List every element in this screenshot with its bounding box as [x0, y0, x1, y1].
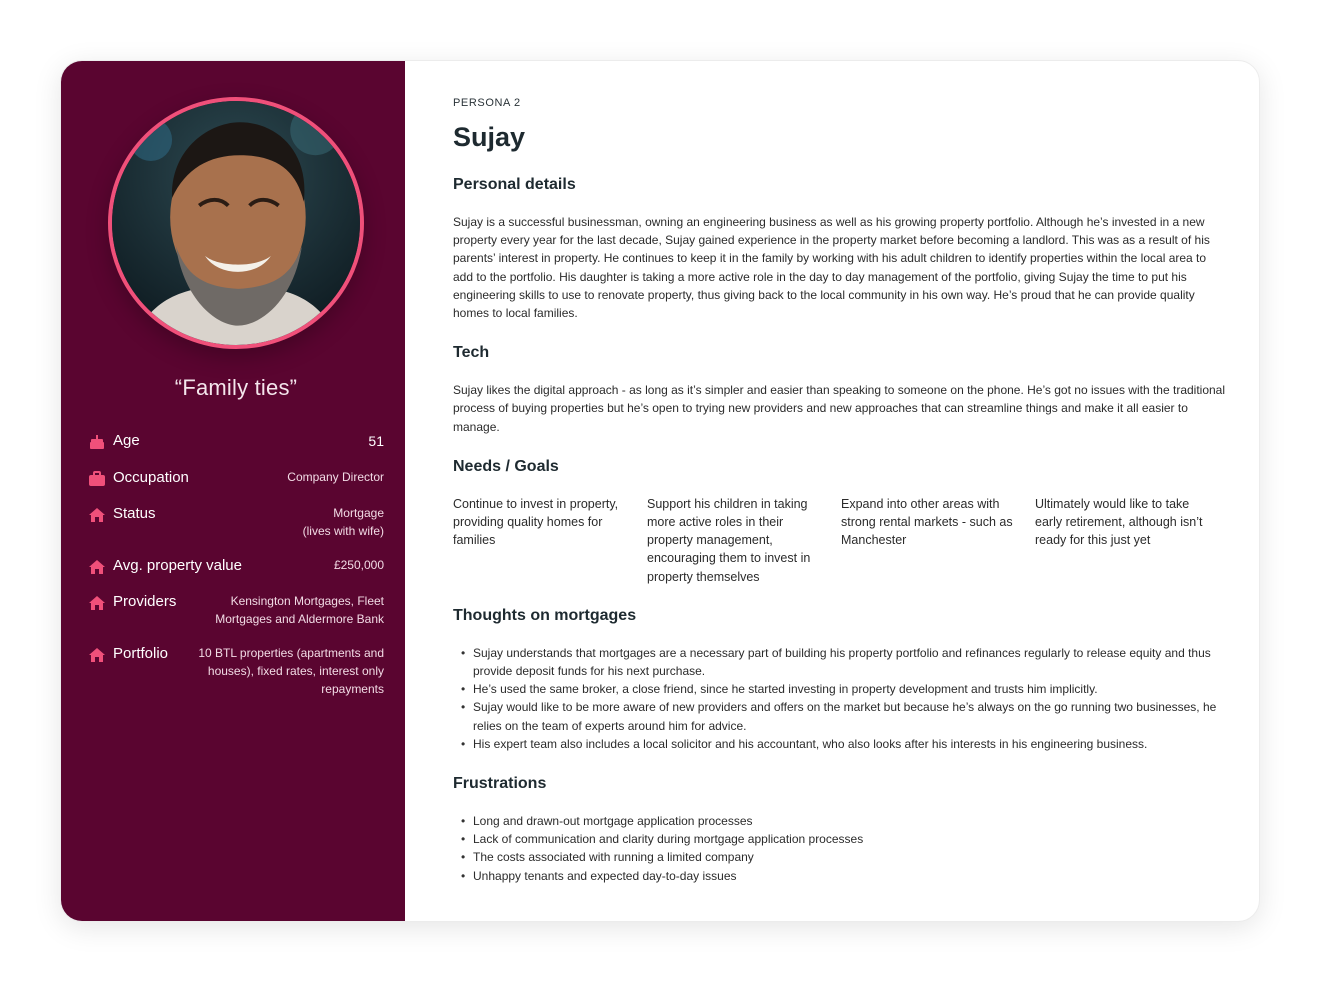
attribute-avg-property-value — [88, 556, 384, 576]
attribute-value-line: Mortgage — [333, 506, 384, 520]
attribute-value — [215, 592, 384, 628]
list-item: • Lack of communication and clarity during mortgage application processes — [461, 830, 1229, 848]
list-item: • Sujay understands that mortgages are a necessary part of building his property portfolio and refinances regularly to release equity and thus provide deposit funds for his next purchase. — [461, 644, 1229, 680]
section-title-needs: Needs / Goals — [453, 457, 559, 475]
attribute-label: Providers — [113, 593, 177, 610]
attribute-value — [198, 644, 384, 698]
persona-details — [405, 61, 1259, 921]
goal-item: Support his children in taking more active roles in their property management, encouraging them to invest in property themselves — [647, 496, 811, 584]
persona-eyebrow: PERSONA 2 — [453, 97, 521, 109]
list-item: • His expert team also includes a local solicitor and his accountant, who also looks after his interests in his engineering business. — [461, 735, 1229, 753]
attribute-value: £250,000 — [333, 558, 384, 572]
attribute-value-line: Mortgages and Aldermore Bank — [215, 612, 384, 626]
persona-card — [60, 60, 1260, 922]
attribute-value-line: 10 BTL properties (apartments and — [198, 646, 384, 660]
list-item: • Long and drawn-out mortgage application processes — [461, 812, 1229, 830]
attribute-value-line: Kensington Mortgages, Fleet — [230, 594, 384, 608]
home-icon — [88, 594, 106, 612]
attribute-value-line: repayments — [321, 682, 384, 696]
attribute-age — [88, 431, 384, 451]
persona-quote: “Family ties” — [174, 375, 298, 400]
attribute-value-line: houses), fixed rates, interest only — [207, 664, 384, 678]
goal-item: Continue to invest in property, providing quality homes for families — [453, 496, 619, 548]
attribute-value — [303, 504, 384, 540]
goal-item: Expand into other areas with strong rental markets - such as Manchester — [841, 496, 1013, 548]
attribute-label: Occupation — [113, 469, 189, 486]
list-item: • Sujay would like to be more aware of new providers and offers on the market but because he’s always on the go running two businesses, he relies on the team of experts around him for advice. — [461, 698, 1229, 734]
attribute-occupation — [88, 468, 384, 488]
home-icon — [88, 558, 106, 576]
tech-text: Sujay likes the digital approach - as long as it’s simpler and easier than speaking to someone on the phone. He’s got no issues with the traditional process of buying properties but he’s open to trying new providers and new approaches that can streamline things and make it all easier to manage. — [453, 383, 1226, 434]
attribute-value: Company Director — [287, 470, 384, 484]
persona-sidebar — [61, 61, 405, 921]
briefcase-icon — [88, 470, 106, 488]
attribute-portfolio — [88, 644, 384, 698]
attribute-label: Status — [113, 505, 156, 522]
section-title-frustrations: Frustrations — [453, 775, 547, 793]
attribute-providers — [88, 592, 384, 628]
home-icon — [88, 646, 106, 664]
avatar-photo — [112, 101, 360, 345]
section-title-thoughts: Thoughts on mortgages — [453, 606, 637, 624]
needs-goals-list — [453, 495, 1229, 586]
attribute-label: Portfolio — [113, 645, 169, 662]
list-item: • He’s used the same broker, a close friend, since he started investing in property development and trusts him implicitly. — [461, 680, 1229, 698]
attribute-status — [88, 504, 384, 540]
attribute-label: Avg. property value — [113, 557, 242, 574]
goal-item: Ultimately would like to take early retirement, although isn’t ready for this just yet — [1035, 496, 1203, 548]
section-title-personal: Personal details — [453, 176, 576, 193]
list-item: • Unhappy tenants and expected day-to-day issues — [461, 867, 1229, 885]
attribute-value: 51 — [368, 433, 384, 449]
list-item: • The costs associated with running a limited company — [461, 848, 1229, 866]
avatar — [108, 97, 364, 349]
persona-name: Sujay — [453, 122, 526, 152]
frustrations-list — [461, 812, 1229, 885]
home-icon — [88, 506, 106, 524]
attribute-value-line: (lives with wife) — [302, 524, 384, 538]
cake-icon — [88, 433, 106, 451]
section-title-tech: Tech — [453, 344, 490, 362]
attribute-label: Age — [113, 432, 140, 449]
thoughts-list — [461, 644, 1229, 753]
personal-details-text: Sujay is a successful businessman, owning an engineering business as well as his growing property portfolio. Although he’s invested in a new property every year for the last decade, Sujay gained experience in the property market before becoming a landlord. This was as a result of his parents’ interest in property. He continues to keep it in the family by working with his adult children to identify properties within the local area to add to the portfolio. His daughter is taking a more active role in the day to day management of the portfolio, giving Sujay the time to put his engineering skills to use to renovate property, thus giving back to the local community in his own way. He’s proud that he can provide quality homes to local families. — [453, 215, 1210, 321]
